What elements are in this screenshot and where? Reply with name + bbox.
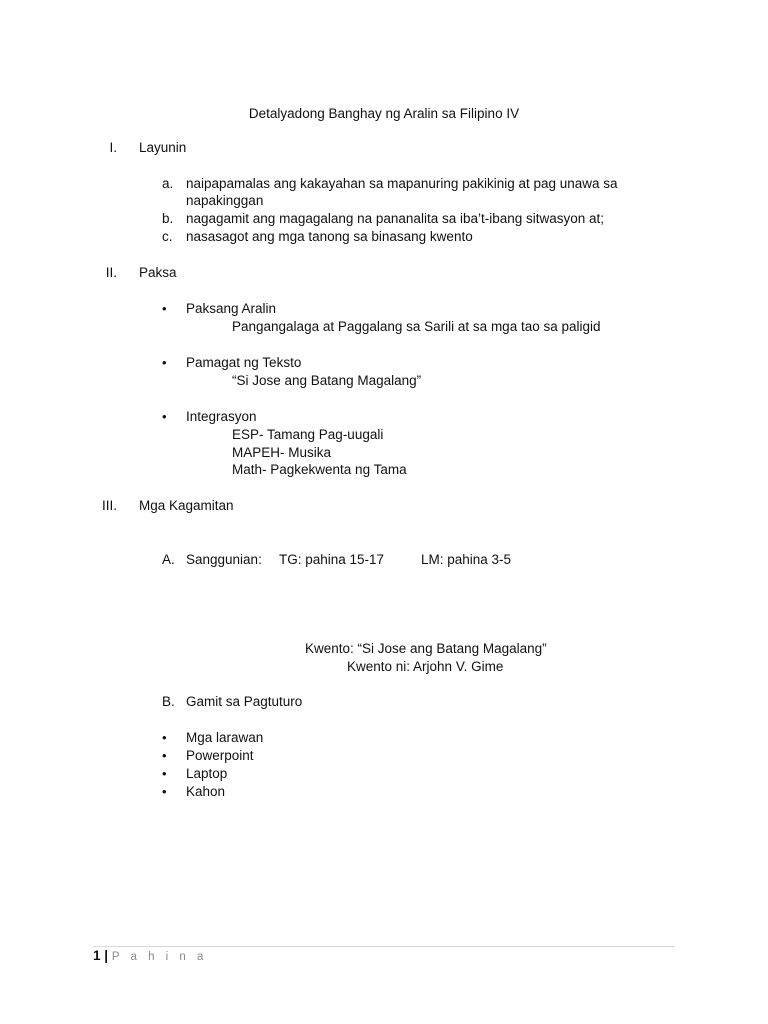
- subsection-b-marker: B.: [162, 694, 175, 709]
- story-author-line: Kwento ni: Arjohn V. Gime: [347, 659, 504, 674]
- integration-item: Math- Pagkekwenta ng Tama: [232, 462, 407, 477]
- text-title-label: Pamagat ng Teksto: [186, 355, 302, 370]
- integration-label: Integrasyon: [186, 409, 257, 424]
- references-lm: LM: pahina 3-5: [421, 552, 512, 567]
- bullet-icon: •: [162, 355, 167, 370]
- story-title-line: Kwento: “Si Jose ang Batang Magalang”: [305, 641, 547, 656]
- page-number: 1: [93, 948, 101, 963]
- section-1-numeral: I.: [109, 140, 117, 155]
- material-item: Powerpoint: [186, 748, 254, 763]
- footer-divider: [93, 946, 675, 947]
- objective-a-text: naipapamalas ang kakayahan sa mapanuring pakikinig at pag unawa sa: [186, 176, 618, 191]
- objective-b-marker: b.: [162, 211, 174, 226]
- material-item: Laptop: [186, 766, 228, 781]
- section-1-heading: Layunin: [139, 140, 187, 155]
- material-item: Kahon: [186, 784, 226, 799]
- footer-separator: |: [104, 948, 109, 963]
- integration-item: MAPEH- Musika: [232, 445, 332, 460]
- section-3-heading: Mga Kagamitan: [139, 498, 234, 513]
- objective-c-marker: c.: [162, 229, 173, 244]
- section-3-numeral: III.: [101, 498, 117, 513]
- topic-value: Pangangalaga at Paggalang sa Sarili at sa mga tao sa paligid: [232, 319, 601, 334]
- bullet-icon: •: [162, 301, 167, 316]
- subsection-a-marker: A.: [162, 552, 175, 567]
- bullet-icon: •: [162, 748, 167, 763]
- objective-b-text: nagagamit ang magagalang na pananalita sa iba’t-ibang sitwasyon at;: [186, 211, 605, 226]
- text-title-value: “Si Jose ang Batang Magalang”: [232, 373, 422, 388]
- objective-a-text-continued: napakinggan: [186, 193, 264, 208]
- page-word: P a h i n a: [111, 951, 208, 963]
- material-item: Mga larawan: [186, 730, 264, 745]
- bullet-icon: •: [162, 409, 167, 424]
- references-label: Sanggunian:: [186, 552, 262, 567]
- page-footer: [93, 948, 207, 963]
- topic-label: Paksang Aralin: [186, 301, 277, 316]
- section-2-numeral: II.: [105, 265, 117, 280]
- bullet-icon: •: [162, 730, 167, 745]
- document-title: Detalyadong Banghay ng Aralin sa Filipino IV: [248, 106, 520, 121]
- integration-item: ESP- Tamang Pag-uugali: [232, 427, 384, 442]
- objective-a-marker: a.: [162, 176, 174, 191]
- teaching-materials-label: Gamit sa Pagtuturo: [186, 694, 303, 709]
- objective-c-text: nasasagot ang mga tanong sa binasang kwento: [186, 229, 473, 244]
- bullet-icon: •: [162, 784, 167, 799]
- references-tg: TG: pahina 15-17: [279, 552, 385, 567]
- bullet-icon: •: [162, 766, 167, 781]
- section-2-heading: Paksa: [139, 265, 177, 280]
